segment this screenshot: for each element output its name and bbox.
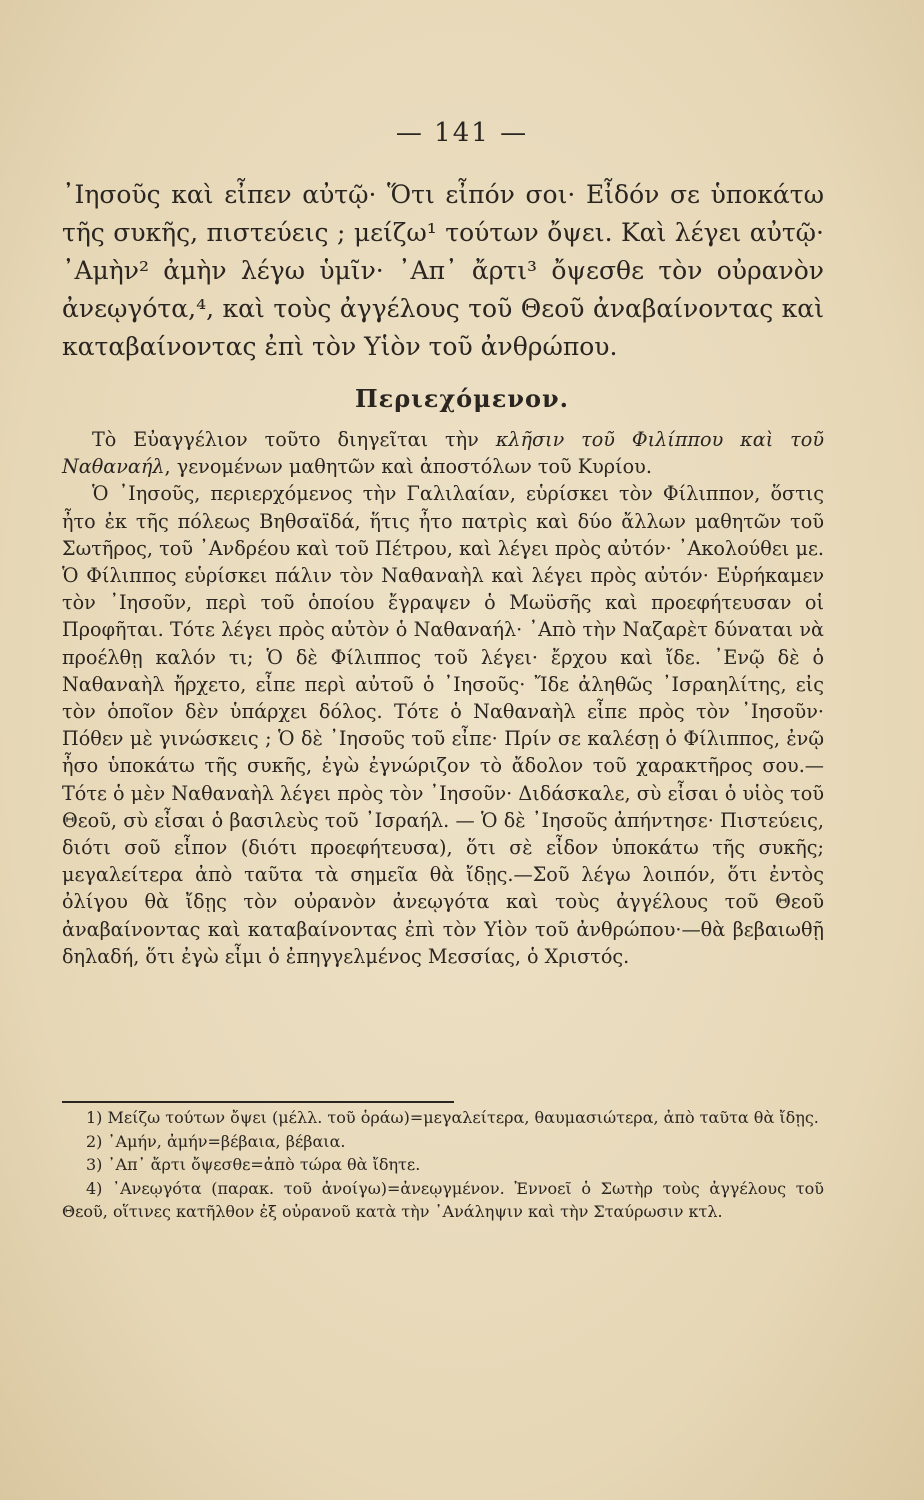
footnote-divider	[62, 1101, 454, 1103]
commentary-text: Τὸ Εὐαγγέλιον τοῦτο διηγεῖται τὴν	[92, 428, 496, 451]
gospel-passage	[62, 176, 824, 366]
commentary-paragraph	[62, 426, 824, 480]
commentary	[62, 426, 824, 970]
section-heading: Περιεχόμενον.	[354, 384, 570, 413]
gospel-passage-text: ᾿Ιησοῦς καὶ εἶπεν αὐτῷ· Ὅτι εἶπόν σοι· Εἶδόν σε ὑποκάτω τῆς συκῆς, πιστεύεις ; μείζω¹ τούτων ὄψει. Καὶ λέγει αὐτῷ· ᾿Αμὴν² ἀμὴν λέγω ὑμῖν· ᾿Απ᾿ ἄρτι³ ὄψεσθε τὸν οὐρανὸν ἀνεῳγότα,⁴, καὶ τοὺς ἀγγέλους τοῦ Θεοῦ ἀναβαίνοντας καὶ καταβαίνοντας ἐπὶ τὸν Υἱὸν τοῦ ἀνθρώπου.	[62, 180, 824, 361]
commentary-text: , γενομένων μαθητῶν καὶ ἀποστόλων τοῦ Κυρίου.	[164, 455, 652, 479]
footnotes	[62, 1106, 824, 1224]
footnote: 3) ᾿Απ᾿ ἄρτι ὄψεσθε=ἀπὸ τώρα θὰ ἴδητε.	[86, 1155, 421, 1174]
page-number: — 141 —	[395, 118, 529, 148]
commentary-emphasis: κλῆσιν τοῦ Φιλίππου καὶ τοῦ Ναθαναήλ	[62, 428, 824, 479]
footnote: 1) Μείζω τούτων ὄψει (μέλλ. τοῦ ὁράω)=μεγαλείτερα, θαυμασιώτερα, ἀπὸ ταῦτα θὰ ἴδῃς.	[86, 1108, 819, 1127]
footnote: 2) ᾿Αμήν, ἀμήν=βέβαια, βέβαια.	[86, 1131, 346, 1151]
commentary-paragraph: Ὁ ᾿Ιησοῦς, περιερχόμενος τὴν Γαλιλαίαν, εὑρίσκει τὸν Φίλιππον, ὅστις ἦτο ἐκ τῆς πόλεως Βηθσαϊδά, ἥτις ἦτο πατρὶς καὶ δύο ἄλλων μαθητῶν τοῦ Σωτῆρος, τοῦ ᾿Ανδρέου καὶ τοῦ Πέτρου, καὶ λέγει πρὸς αὐτόν· ᾿Ακολούθει με. Ὁ Φίλιππος εὑρίσκει πάλιν τὸν Ναθαναὴλ καὶ λέγει πρὸς αὐτόν· Εὑρήκαμεν τὸν ᾿Ιησοῦν, περὶ τοῦ ὁποίου ἔγραψεν ὁ Μωϋσῆς καὶ προεφήτευσαν οἱ Προφῆται. Τότε λέγει πρὸς αὐτὸν ὁ Ναθαναήλ· ᾿Απὸ τὴν Ναζαρὲτ δύναται νὰ προέλθῃ καλόν τι; Ὁ δὲ Φίλιππος τοῦ λέγει· ἔρχου καὶ ἴδε. ᾿Ενῷ δὲ ὁ Ναθαναὴλ ἤρχετο, εἶπε περὶ αὐτοῦ ὁ ᾿Ιησοῦς· Ἴδε ἀληθῶς ᾿Ισραηλίτης, εἰς τὸν ὁποῖον δὲν ὑπάρχει δόλος. Τότε ὁ Ναθαναὴλ εἶπε πρὸς τὸν ᾿Ιησοῦν· Πόθεν μὲ γινώσκεις ; Ὁ δὲ ᾿Ιησοῦς τοῦ εἶπε· Πρίν σε καλέσῃ ὁ Φίλιππος, ἐνῷ ἦσο ὑποκάτω τῆς συκῆς, ἐγὼ ἐγνώριζον τὸ ἄδολον τοῦ χαρακτῆρος σου.— Τότε ὁ μὲν Ναθαναὴλ λέγει πρὸς τὸν ᾿Ιησοῦν· Διδάσκαλε, σὺ εἶσαι ὁ υἱὸς τοῦ Θεοῦ, σὺ εἶσαι ὁ βασιλεὺς τοῦ ᾿Ισραήλ. — Ὁ δὲ ᾿Ιησοῦς ἀπήντησε· Πιστεύεις, διότι σοῦ εἶπον (διότι προεφήτευσα), ὅτι σὲ εἶδον ὑποκάτω τῆς συκῆς; μεγαλείτερα ἀπὸ ταῦτα τὰ σημεῖα θὰ ἴδῃς.—Σοῦ λέγω λοιπόν, ὅτι ἐντὸς ὀλίγου θὰ ἴδῃς τὸν οὐρανὸν ἀνεῳγότα καὶ τοὺς ἀγγέλους τοῦ Θεοῦ ἀναβαίνοντας καὶ καταβαίνοντας ἐπὶ τὸν Υἱὸν τοῦ ἀνθρώπου·—θὰ βεβαιωθῇ δηλαδή, ὅτι ἐγὼ εἶμι ὁ ἐπηγγελμένος Μεσσίας, ὁ Χριστός.	[62, 482, 824, 968]
footnote: 4) ᾿Ανεῳγότα (παρακ. τοῦ ἀνοίγω)=ἀνεῳγμένον. Ἐννοεῖ ὁ Σωτὴρ τοὺς ἀγγέλους τοῦ Θεοῦ, οἵτινες κατῆλθον ἐξ οὐρανοῦ κατὰ τὴν ᾿Ανάληψιν καὶ τὴν Σταύρωσιν κτλ.	[62, 1178, 824, 1221]
